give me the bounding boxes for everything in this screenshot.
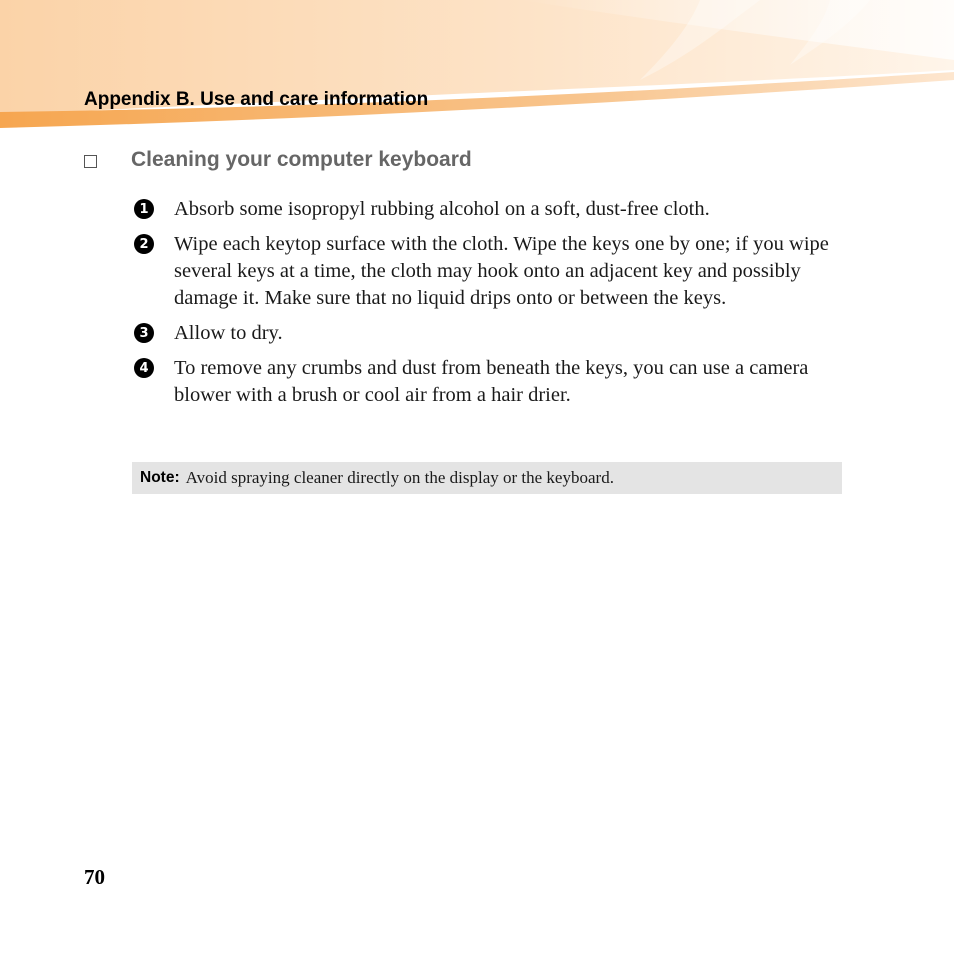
steps-list bbox=[134, 196, 834, 417]
section-heading bbox=[84, 148, 472, 172]
note-box bbox=[132, 462, 842, 494]
step-number-icon: 1 bbox=[134, 199, 154, 219]
step-text: Allow to dry. bbox=[174, 322, 283, 344]
step-text: Wipe each keytop surface with the cloth. Wipe the keys one by one; if you wipe several keys at a time, the cloth may hook onto an adjacent key and possibly damage it. Make sure that no liquid drips onto or between the keys. bbox=[174, 233, 829, 309]
header-decoration bbox=[0, 0, 954, 135]
list-item bbox=[134, 355, 834, 409]
step-number-icon: 2 bbox=[134, 234, 154, 254]
step-text: Absorb some isopropyl rubbing alcohol on a soft, dust-free cloth. bbox=[174, 198, 710, 220]
section-title: Cleaning your computer keyboard bbox=[131, 148, 472, 171]
list-item bbox=[134, 320, 834, 347]
note-text: Avoid spraying cleaner directly on the display or the keyboard. bbox=[185, 468, 614, 487]
step-number-icon: 3 bbox=[134, 323, 154, 343]
step-text: To remove any crumbs and dust from beneath the keys, you can use a camera blower with a brush or cool air from a hair drier. bbox=[174, 357, 809, 406]
chapter-header-title: Appendix B. Use and care information bbox=[84, 89, 429, 110]
list-item bbox=[134, 196, 834, 223]
list-item bbox=[134, 231, 834, 312]
note-label: Note: bbox=[140, 469, 180, 486]
page-number: 70 bbox=[84, 865, 105, 889]
step-number-icon: 4 bbox=[134, 358, 154, 378]
square-bullet-icon bbox=[84, 155, 97, 168]
